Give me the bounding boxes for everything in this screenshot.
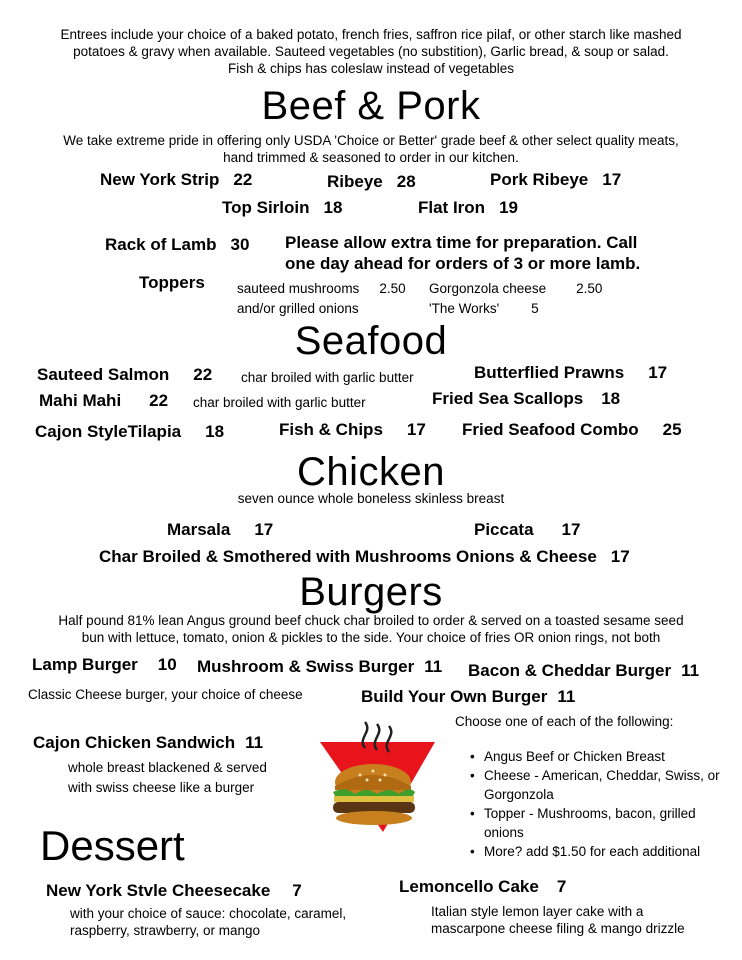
menu-item-marsala	[167, 520, 273, 540]
item-name: Bacon & Cheddar Burger	[468, 661, 672, 680]
item-price: 18	[323, 198, 343, 217]
chicken-desc: seven ounce whole boneless skinless breast	[237, 491, 505, 506]
item-name: Ribeye	[327, 172, 383, 191]
seafood-heading: Seafood	[294, 319, 448, 363]
list-item: • More? add $1.50 for each additional	[470, 842, 742, 861]
item-price: 11	[681, 661, 700, 680]
mahi-note: char broiled with garlic butter	[193, 395, 366, 410]
topper-price: 2.50	[576, 281, 603, 296]
menu-item-piccata	[474, 520, 580, 540]
topper-the-works	[429, 299, 539, 318]
menu-item-pork-ribeye	[490, 170, 621, 190]
item-name: Sauteed Salmon	[37, 365, 170, 384]
item-price: 17	[602, 170, 622, 189]
item-name: Build Your Own Burger	[361, 687, 548, 706]
list-item: • Angus Beef or Chicken Breast	[470, 747, 742, 766]
menu-item-mahi-mahi	[39, 391, 168, 411]
menu-item-sauteed-salmon	[37, 365, 212, 385]
lamp-burger-note: Classic Cheese burger, your choice of cheese	[28, 687, 303, 702]
menu-item-top-sirloin	[222, 198, 342, 218]
item-name: Rack of Lamb	[105, 235, 217, 254]
lamb-note-2: one day ahead for orders of 3 or more lamb.	[285, 254, 641, 273]
item-price: 10	[157, 655, 177, 674]
item-price: 17	[254, 520, 274, 539]
cheesecake-note-2: raspberry, strawberry, or mango	[70, 923, 261, 938]
lamb-note-1: Please allow extra time for preparation. Call	[285, 233, 638, 252]
menu-item-fried-seafood-combo	[462, 420, 682, 440]
menu-item-build-your-own	[361, 687, 575, 707]
item-name: Cajon Chicken Sandwich	[33, 733, 236, 752]
item-price: 11	[557, 687, 576, 706]
item-price: 7	[292, 881, 302, 900]
menu-item-char-broiled-smothered	[99, 547, 630, 567]
intro-line-1: Entrees include your choice of a baked potato, french fries, saffron rice pilaf, or other starch like mashed	[60, 27, 682, 42]
menu-item-lamp-burger	[32, 655, 177, 675]
item-price: 17	[561, 520, 581, 539]
topper-gorgonzola	[429, 279, 602, 298]
item-name: Char Broiled & Smothered with Mushrooms Onions & Cheese	[99, 547, 597, 566]
dessert-heading: Dessert	[40, 822, 185, 869]
item-name: Fish & Chips	[279, 420, 383, 439]
item-price: 25	[662, 420, 682, 439]
item-name: Lamp Burger	[32, 655, 138, 674]
item-price: 18	[205, 422, 225, 441]
list-item: • Topper - Mushrooms, bacon, grilled onions	[470, 804, 742, 842]
burgers-desc-1: Half pound 81% lean Angus ground beef chuck char broiled to order & served on a toasted sesame seed	[58, 613, 684, 628]
item-name: Flat Iron	[418, 198, 486, 217]
lemoncello-note-2: mascarpone cheese filing & mango drizzle	[431, 921, 685, 936]
topper-name: sauteed mushrooms	[237, 281, 360, 296]
item-price: 22	[193, 365, 213, 384]
burgers-heading: Burgers	[299, 570, 443, 614]
byo-options-list	[470, 747, 742, 861]
topper-price: 2.50	[379, 281, 406, 296]
menu-item-cheesecake	[46, 881, 302, 901]
item-name: Cajon StyleTilapia	[35, 422, 182, 441]
intro-line-3: Fish & chips has coleslaw instead of vegetables	[228, 61, 514, 76]
beef-desc-2: hand trimmed & seasoned to order in our kitchen.	[223, 150, 519, 165]
cajon-note-1: whole breast blackened & served	[68, 760, 267, 775]
menu-item-rack-of-lamb	[105, 235, 249, 255]
item-price: 30	[230, 235, 250, 254]
item-price: 18	[601, 389, 621, 408]
item-price: 22	[149, 391, 169, 410]
item-name: Lemoncello Cake	[399, 877, 539, 896]
toppers-label: Toppers	[139, 273, 205, 292]
chicken-heading: Chicken	[296, 450, 445, 494]
item-price: 17	[406, 420, 426, 439]
menu-item-bacon-cheddar	[468, 661, 699, 681]
burgers-desc-2: bun with lettuce, tomato, onion & pickles to the side. Your choice of fries OR onion rings, not both	[81, 630, 661, 645]
item-price: 17	[610, 547, 630, 566]
cajon-note-2: with swiss cheese like a burger	[68, 780, 255, 795]
item-price: 17	[648, 363, 668, 382]
item-price: 7	[556, 877, 567, 896]
item-name: Butterflied Prawns	[474, 363, 625, 382]
menu-item-cajon-chicken-sandwich	[33, 733, 263, 753]
intro-line-2: potatoes & gravy when available. Sauteed vegetables (no substition), Garlic bread, & soup or salad.	[73, 44, 669, 59]
menu-item-lemoncello-cake	[399, 877, 566, 897]
beef-pork-heading: Beef & Pork	[261, 84, 481, 128]
item-price: 11	[424, 657, 443, 676]
item-name: Mushroom & Swiss Burger	[197, 657, 415, 676]
topper-onions: and/or grilled onions	[237, 301, 359, 316]
beef-desc-1: We take extreme pride in offering only USDA 'Choice or Better' grade beef & other select quality meats,	[63, 133, 679, 148]
menu-item-new-york-strip	[100, 170, 252, 190]
item-name: Fried Seafood Combo	[462, 420, 639, 439]
topper-mushrooms	[237, 279, 406, 298]
item-price: 28	[396, 172, 416, 191]
list-item: • Cheese - American, Cheddar, Swiss, or Gorgonzola	[470, 766, 742, 804]
menu-item-fried-sea-scallops	[432, 389, 620, 409]
topper-name: 'The Works'	[429, 301, 500, 316]
menu-item-mushroom-swiss	[197, 657, 442, 677]
burger-icon	[315, 720, 445, 835]
item-price: 19	[499, 198, 518, 217]
item-name: Top Sirloin	[222, 198, 310, 217]
item-name: Marsala	[167, 520, 231, 539]
item-price: 11	[245, 733, 264, 752]
menu-item-fish-chips	[279, 420, 426, 440]
lemoncello-note-1: Italian style lemon layer cake with a	[431, 904, 644, 919]
item-name: New York Stvle Cheesecake	[46, 881, 271, 900]
item-name: Pork Ribeye	[490, 170, 589, 189]
byo-intro: Choose one of each of the following:	[455, 714, 674, 729]
topper-price: 5	[531, 301, 539, 316]
menu-item-cajon-tilapia	[35, 422, 224, 442]
menu-item-butterflied-prawns	[474, 363, 667, 383]
menu-item-ribeye	[327, 172, 416, 192]
item-name: New York Strip	[100, 170, 220, 189]
menu-item-flat-iron	[418, 198, 518, 218]
cheesecake-note-1: with your choice of sauce: chocolate, caramel,	[70, 906, 347, 921]
item-name: Fried Sea Scallops	[432, 389, 584, 408]
topper-name: Gorgonzola cheese	[429, 281, 547, 296]
salmon-note: char broiled with garlic butter	[241, 370, 414, 385]
item-price: 22	[233, 170, 253, 189]
item-name: Mahi Mahi	[39, 391, 122, 410]
item-name: Piccata	[474, 520, 534, 539]
